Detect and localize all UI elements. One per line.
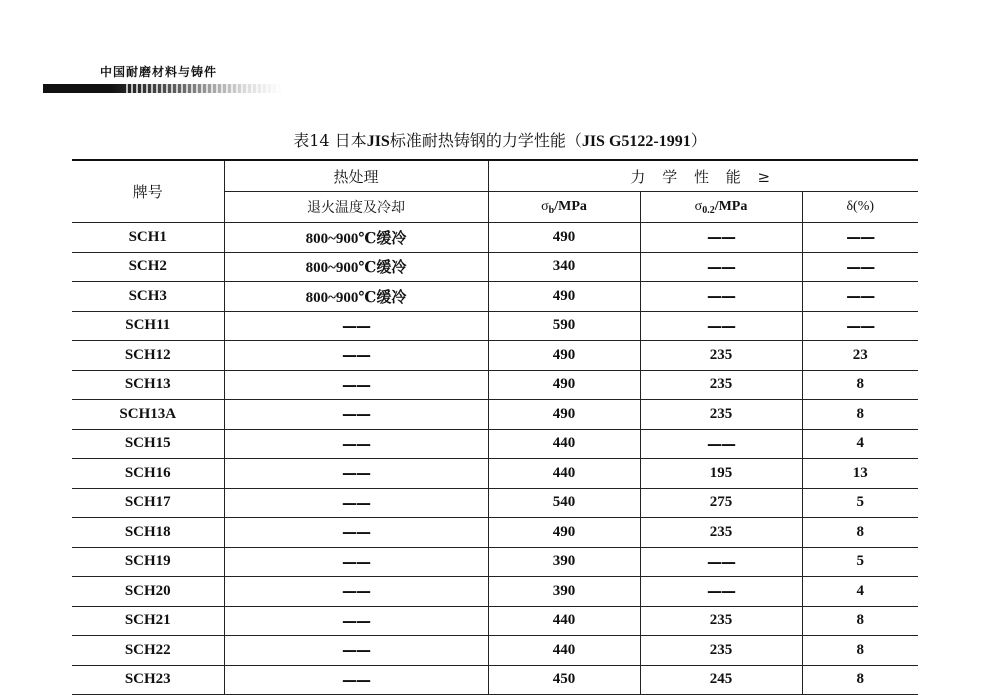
- cell-brand: SCH22: [72, 636, 224, 666]
- cell-heat-treatment: 800~900℃缓冷: [224, 282, 488, 312]
- cell-brand: SCH21: [72, 606, 224, 636]
- table-row: [72, 341, 918, 371]
- cell-tensile-strength: 490: [488, 400, 640, 430]
- cell-yield-strength: 245: [640, 665, 802, 695]
- table-row: [72, 606, 918, 636]
- header-mechanical-properties: 力 学 性 能 ≥: [488, 160, 918, 192]
- cell-yield-strength: 235: [640, 341, 802, 371]
- cell-yield-strength: 275: [640, 488, 802, 518]
- cell-heat-treatment: 800~900℃缓冷: [224, 252, 488, 282]
- caption-suffix: ）: [690, 131, 707, 150]
- cell-tensile-strength: 440: [488, 636, 640, 666]
- caption-prefix: 表14 日本: [293, 131, 367, 150]
- cell-elongation: ——: [802, 282, 918, 312]
- cell-brand: SCH18: [72, 518, 224, 548]
- table-row: [72, 223, 918, 253]
- cell-heat-treatment: ——: [224, 429, 488, 459]
- header-row-1: [72, 160, 918, 192]
- cell-tensile-strength: 440: [488, 606, 640, 636]
- cell-brand: SCH12: [72, 341, 224, 371]
- cell-yield-strength: ——: [640, 252, 802, 282]
- cell-yield-strength: ——: [640, 223, 802, 253]
- table-row: [72, 370, 918, 400]
- cell-tensile-strength: 490: [488, 282, 640, 312]
- cell-heat-treatment: ——: [224, 577, 488, 607]
- cell-tensile-strength: 440: [488, 459, 640, 489]
- cell-tensile-strength: 590: [488, 311, 640, 341]
- table-row: [72, 547, 918, 577]
- cell-elongation: 8: [802, 636, 918, 666]
- table-row: [72, 252, 918, 282]
- cell-heat-treatment: ——: [224, 547, 488, 577]
- cell-elongation: 5: [802, 547, 918, 577]
- cell-heat-treatment: ——: [224, 665, 488, 695]
- sigma-symbol: σ: [541, 198, 549, 214]
- cell-tensile-strength: 440: [488, 429, 640, 459]
- cell-elongation: 8: [802, 518, 918, 548]
- cell-tensile-strength: 450: [488, 665, 640, 695]
- cell-brand: SCH23: [72, 665, 224, 695]
- table-row: [72, 518, 918, 548]
- table-row: [72, 459, 918, 489]
- header-tensile-strength: [488, 192, 640, 223]
- cell-elongation: 23: [802, 341, 918, 371]
- cell-elongation: 8: [802, 665, 918, 695]
- table-row: [72, 488, 918, 518]
- caption-standard: JIS: [366, 133, 390, 150]
- cell-elongation: ——: [802, 223, 918, 253]
- running-head: 中国耐磨材料与铸件: [100, 65, 218, 79]
- header-anneal: 退火温度及冷却: [224, 192, 488, 223]
- table-header: [72, 160, 918, 223]
- cell-heat-treatment: ——: [224, 518, 488, 548]
- sigma-subscript: 0.2: [702, 204, 715, 216]
- caption-middle: 标准耐热铸钢的力学性能（: [389, 131, 582, 150]
- cell-heat-treatment: ——: [224, 636, 488, 666]
- cell-yield-strength: 235: [640, 518, 802, 548]
- cell-yield-strength: 235: [640, 400, 802, 430]
- cell-brand: SCH15: [72, 429, 224, 459]
- cell-yield-strength: 235: [640, 636, 802, 666]
- cell-yield-strength: ——: [640, 311, 802, 341]
- header-elongation: δ(%): [802, 192, 918, 223]
- cell-elongation: ——: [802, 252, 918, 282]
- cell-tensile-strength: 490: [488, 223, 640, 253]
- cell-heat-treatment: ——: [224, 400, 488, 430]
- cell-elongation: 4: [802, 577, 918, 607]
- cell-elongation: ——: [802, 311, 918, 341]
- cell-tensile-strength: 490: [488, 518, 640, 548]
- cell-tensile-strength: 490: [488, 370, 640, 400]
- cell-yield-strength: ——: [640, 282, 802, 312]
- header-decorative-bar: [43, 84, 283, 93]
- cell-heat-treatment: ——: [224, 341, 488, 371]
- cell-brand: SCH13A: [72, 400, 224, 430]
- table-caption: [0, 128, 1000, 151]
- table-body: [72, 223, 918, 695]
- cell-elongation: 5: [802, 488, 918, 518]
- sigma-symbol: σ: [694, 198, 703, 214]
- cell-brand: SCH1: [72, 223, 224, 253]
- cell-brand: SCH13: [72, 370, 224, 400]
- cell-elongation: 8: [802, 370, 918, 400]
- table-row: [72, 636, 918, 666]
- table-row: [72, 665, 918, 695]
- cell-yield-strength: 235: [640, 370, 802, 400]
- cell-heat-treatment: ——: [224, 606, 488, 636]
- cell-tensile-strength: 490: [488, 341, 640, 371]
- cell-tensile-strength: 340: [488, 252, 640, 282]
- cell-yield-strength: 235: [640, 606, 802, 636]
- unit-label: /MPa: [714, 198, 748, 214]
- cell-tensile-strength: 390: [488, 577, 640, 607]
- mechanical-properties-table: [72, 159, 918, 695]
- cell-brand: SCH19: [72, 547, 224, 577]
- cell-brand: SCH11: [72, 311, 224, 341]
- cell-elongation: 4: [802, 429, 918, 459]
- cell-heat-treatment: ——: [224, 459, 488, 489]
- cell-yield-strength: ——: [640, 429, 802, 459]
- caption-standard-code: JIS G5122-1991: [581, 133, 691, 150]
- cell-elongation: 8: [802, 606, 918, 636]
- cell-tensile-strength: 390: [488, 547, 640, 577]
- cell-elongation: 8: [802, 400, 918, 430]
- cell-heat-treatment: ——: [224, 311, 488, 341]
- cell-tensile-strength: 540: [488, 488, 640, 518]
- cell-brand: SCH17: [72, 488, 224, 518]
- cell-heat-treatment: ——: [224, 370, 488, 400]
- unit-label: /MPa: [554, 198, 587, 214]
- cell-heat-treatment: 800~900℃缓冷: [224, 223, 488, 253]
- table-row: [72, 282, 918, 312]
- cell-yield-strength: ——: [640, 577, 802, 607]
- cell-elongation: 13: [802, 459, 918, 489]
- cell-brand: SCH2: [72, 252, 224, 282]
- table-row: [72, 429, 918, 459]
- table-row: [72, 311, 918, 341]
- cell-brand: SCH20: [72, 577, 224, 607]
- cell-brand: SCH16: [72, 459, 224, 489]
- cell-yield-strength: 195: [640, 459, 802, 489]
- header-brand: 牌号: [72, 160, 224, 223]
- sigma-subscript: b: [548, 204, 555, 216]
- table-row: [72, 400, 918, 430]
- table-row: [72, 577, 918, 607]
- cell-brand: SCH3: [72, 282, 224, 312]
- header-heat-treatment: 热处理: [224, 160, 488, 192]
- cell-yield-strength: ——: [640, 547, 802, 577]
- header-yield-strength: [640, 192, 802, 223]
- cell-heat-treatment: ——: [224, 488, 488, 518]
